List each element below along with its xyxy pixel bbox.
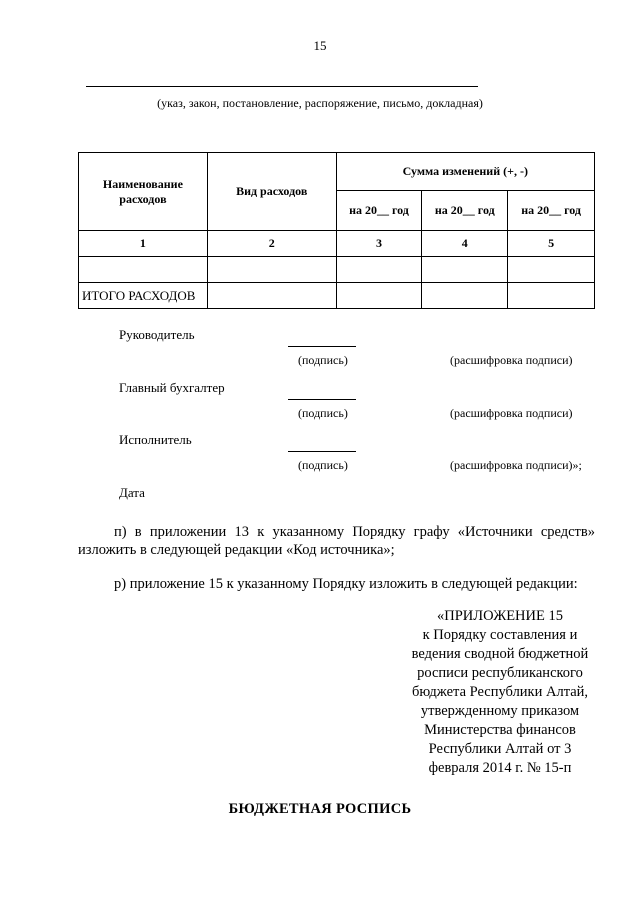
signature-role-executor: Исполнитель	[119, 432, 192, 447]
table-cell	[207, 283, 336, 309]
appendix-line: бюджета Республики Алтай,	[411, 684, 589, 700]
document-type-line	[86, 86, 478, 87]
signature-caption: (подпись)	[298, 458, 348, 472]
signature-decode-caption: (расшифровка подписи)	[450, 353, 573, 367]
column-number-1: 1	[79, 231, 208, 257]
page-number: 15	[313, 38, 327, 53]
signature-role-head: Руководитель	[119, 327, 195, 342]
signature-line	[288, 346, 356, 347]
appendix-line: росписи республиканского	[417, 665, 583, 681]
paragraph-p-text: п) в приложении 13 к указанному Порядку графу «Источники средств» изложить в следующей редакции «Код источника»;	[78, 524, 595, 558]
table-cell	[336, 283, 422, 309]
column-number-2: 2	[207, 231, 336, 257]
signature-caption: (подпись)	[298, 406, 348, 420]
column-number-4: 4	[422, 231, 508, 257]
signature-decode-caption: (расшифровка подписи)	[450, 406, 573, 420]
table-cell	[79, 257, 208, 283]
header-year-1: на 20__ год	[336, 191, 422, 231]
header-expense-type: Вид расходов	[207, 153, 336, 231]
header-year-2: на 20__ год	[422, 191, 508, 231]
total-label: ИТОГО РАСХОДОВ	[79, 283, 208, 309]
document-type-caption: (указ, закон, постановление, распоряжение, письмо, докладная)	[157, 96, 483, 110]
paragraph-r-text: р) приложение 15 к указанному Порядку изложить в следующей редакции:	[114, 576, 578, 592]
table-cell	[508, 257, 595, 283]
appendix-heading	[390, 607, 610, 778]
column-number-5: 5	[508, 231, 595, 257]
signature-decode-caption: (расшифровка подписи)»;	[450, 458, 582, 472]
header-year-3: на 20__ год	[508, 191, 595, 231]
table-row-total	[79, 283, 595, 309]
paragraph-p	[78, 523, 595, 559]
table-cell	[422, 257, 508, 283]
table-cell	[508, 283, 595, 309]
signature-line	[288, 451, 356, 452]
appendix-line: февраля 2014 г. № 15-п	[428, 760, 572, 776]
appendix-line: «ПРИЛОЖЕНИЕ 15	[437, 608, 563, 624]
appendix-line: к Порядку составления и	[422, 627, 578, 643]
header-sum-changes: Сумма изменений (+, -)	[336, 153, 594, 191]
document-title: БЮДЖЕТНАЯ РОСПИСЬ	[228, 801, 412, 817]
date-label: Дата	[119, 485, 145, 500]
table-cell	[207, 257, 336, 283]
appendix-line: Республики Алтай от 3	[428, 741, 572, 757]
signature-line	[288, 399, 356, 400]
appendix-line: утвержденному приказом	[420, 703, 580, 719]
signature-role-chief-accountant: Главный бухгалтер	[119, 380, 225, 395]
table-cell	[422, 283, 508, 309]
table-cell	[336, 257, 422, 283]
column-number-3: 3	[336, 231, 422, 257]
table-row-empty	[79, 257, 595, 283]
signature-caption: (подпись)	[298, 353, 348, 367]
appendix-line: Министерства финансов	[424, 722, 576, 738]
paragraph-r	[78, 575, 595, 593]
header-expense-name: Наименование расходов	[79, 153, 208, 231]
expenses-table	[78, 152, 595, 309]
appendix-line: ведения сводной бюджетной	[411, 646, 589, 662]
